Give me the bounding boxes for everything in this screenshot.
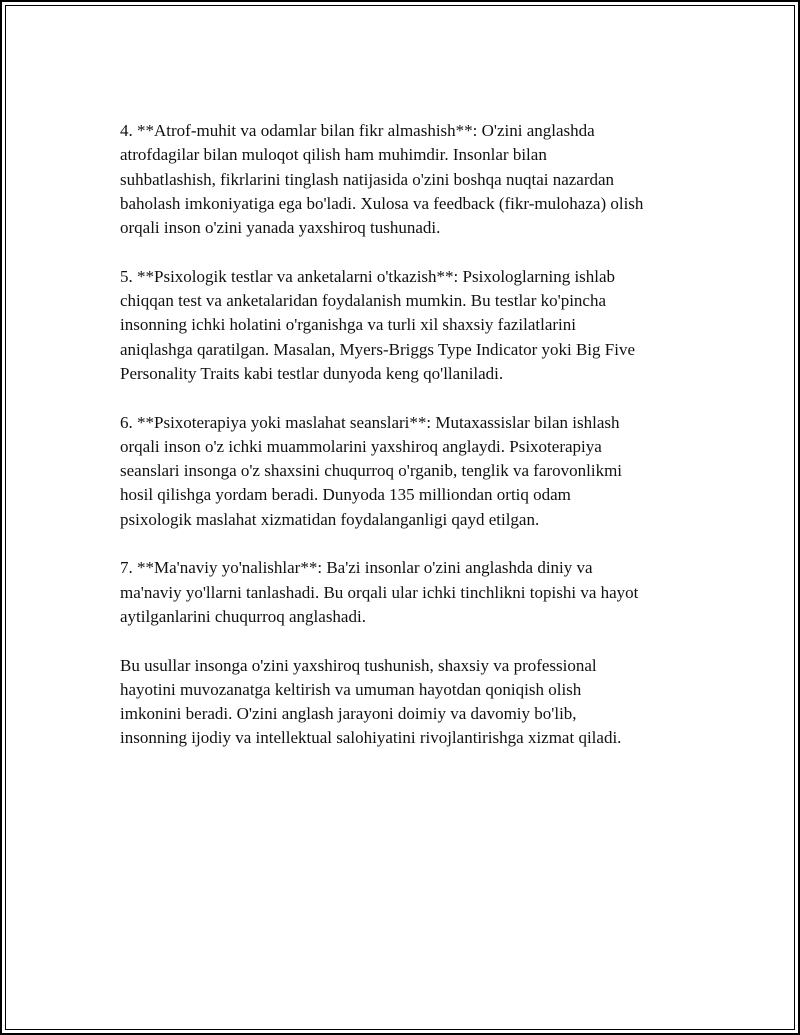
text-line: 6. **Psixoterapiya yoki maslahat seanslari**: Mutaxassislar bilan ishlash xyxy=(120,412,620,432)
text-line: imkonini beradi. O'zini anglash jarayoni doimiy va davomiy bo'lib, xyxy=(120,704,577,724)
text-line: 4. **Atrof-muhit va odamlar bilan fikr almashish**: O'zini anglashda xyxy=(120,121,595,140)
paragraph-item-7 xyxy=(120,556,690,629)
text-line: insonning ichki holatini o'rganishga va turli xil shaxsiy fazilatlarini xyxy=(120,315,577,335)
text-line: hosil qilishga yordam beradi. Dunyoda 135 milliondan ortiq odam xyxy=(120,485,571,505)
text-line: suhbatlashish, fikrlarini tinglash natijasida o'zini boshqa nuqtai nazardan xyxy=(120,169,615,189)
text-line: aniqlashga qaratilgan. Masalan, Myers-Briggs Type Indicator yoki Big Five xyxy=(120,339,635,359)
document-body xyxy=(120,119,690,751)
paragraph-conclusion xyxy=(120,654,690,751)
text-line: ma'naviy yo'llarni tanlashadi. Bu orqali ular ichki tinchlikni topishi va hayot xyxy=(120,582,639,602)
text-line: aytilganlarini chuqurroq anglashadi. xyxy=(120,606,366,626)
paragraph-item-5 xyxy=(120,265,690,386)
text-line: orqali inson o'zini yanada yaxshiroq tushunadi. xyxy=(120,218,441,238)
text-line: Personality Traits kabi testlar dunyoda keng qo'llaniladi. xyxy=(120,363,504,383)
text-line: orqali inson o'z ichki muammolarini yaxshiroq anglaydi. Psixoterapiya xyxy=(120,436,602,456)
text-line: baholash imkoniyatiga ega bo'ladi. Xulosa va feedback (fikr-mulohaza) olish xyxy=(120,193,644,213)
paragraph-item-4 xyxy=(120,119,690,240)
text-line: hayotini muvozanatga keltirish va umuman hayotdan qoniqish olish xyxy=(120,679,582,699)
text-line: 7. **Ma'naviy yo'nalishlar**: Ba'zi insonlar o'zini anglashda diniy va xyxy=(120,558,593,578)
text-line: chiqqan test va anketalaridan foydalanish mumkin. Bu testlar ko'pincha xyxy=(120,291,607,311)
text-line: 5. **Psixologik testlar va anketalarni o'tkazish**: Psixologlarning ishlab xyxy=(120,266,616,286)
text-line: seanslari insonga o'z shaxsini chuqurroq o'rganib, tenglik va farovonlikmi xyxy=(120,461,623,481)
text-line: psixologik maslahat xizmatidan foydalanganligi qayd etilgan. xyxy=(120,509,540,529)
text-line: atrofdagilar bilan muloqot qilish ham muhimdir. Insonlar bilan xyxy=(120,145,547,165)
paragraph-item-6 xyxy=(120,411,690,532)
text-line: insonning ijodiy va intellektual salohiyatini rivojlantirishga xizmat qiladi. xyxy=(120,728,622,748)
text-line: Bu usullar insonga o'zini yaxshiroq tushunish, shaxsiy va professional xyxy=(120,655,597,675)
